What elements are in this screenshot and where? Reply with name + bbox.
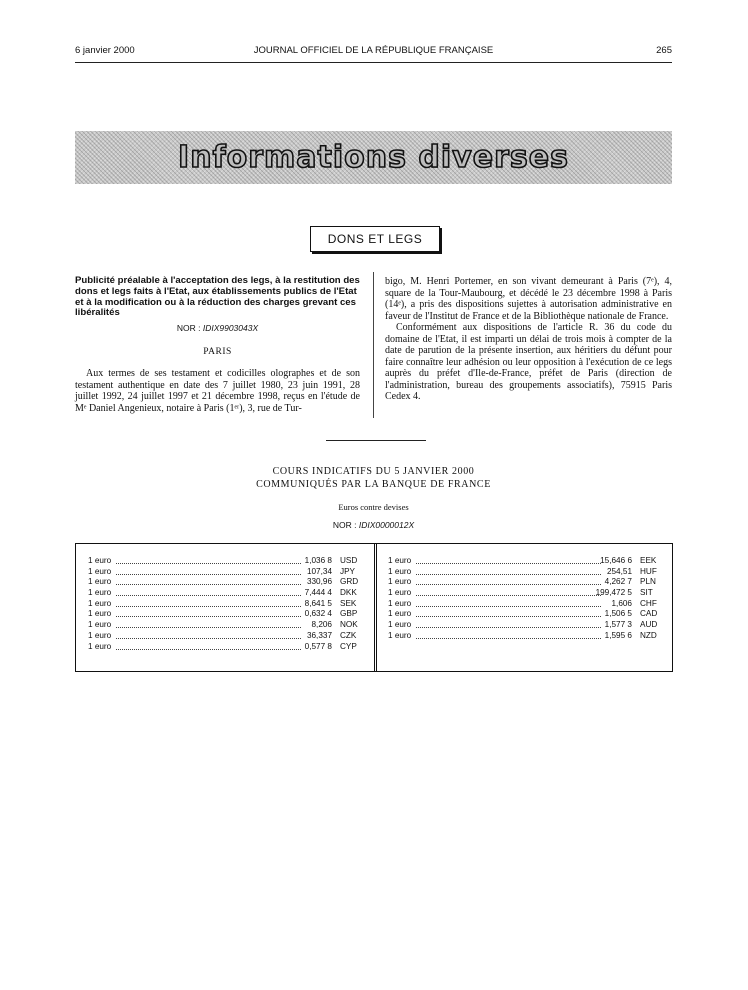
rate-value: 4,262 7 [604, 577, 632, 587]
rate-label: 1 euro [388, 566, 412, 576]
header-journal-title: JOURNAL OFFICIEL DE LA RÉPUBLIQUE FRANÇAISE [253, 45, 494, 56]
table-row [88, 556, 368, 567]
rate-label: 1 euro [388, 588, 412, 598]
rate-value: 1,606 [611, 598, 632, 608]
page-header [75, 45, 672, 61]
article-nor [75, 323, 360, 335]
rate-label: 1 euro [388, 598, 412, 608]
currency-code: CZK [340, 630, 357, 640]
cours-nor-label: NOR : [332, 520, 359, 530]
article-paragraph-2: Conformément aux dispositions de l'article R. 36 du code du domaine de l'Etat, il est imparti un délai de trois mois à compter de la date de parution de la présente insertion, aux héritiers du défunt pour faire connaître leur adhésion ou leur opposition à l'exécution de ce legs auprès du préfet d'Ile-de-France, préfet de Paris (direction de l'administration, bureau des groupements associatifs), 75915 Paris Cedex 4. [385, 322, 672, 402]
rate-label: 1 euro [88, 566, 112, 576]
article-column-right [385, 276, 672, 403]
article-title: Publicité préalable à l'acceptation des legs, à la restitution des dons et legs faits à l'Etat, aux établissements publics de l'Etat et à la modification ou à la réduction des charges grevant ces libéralités [75, 275, 360, 319]
rates-panel-left [88, 556, 368, 652]
currency-code: NOK [340, 620, 358, 630]
rate-label: 1 euro [88, 609, 112, 619]
table-row [388, 599, 668, 610]
section-heading-box [310, 226, 440, 252]
table-row [88, 588, 368, 599]
leader-dots [116, 606, 301, 607]
table-row [388, 588, 668, 599]
cours-title-line-1: COURS INDICATIFS DU 5 JANVIER 2000 [272, 466, 475, 477]
table-row [388, 556, 668, 567]
table-row [388, 620, 668, 631]
currency-code: SIT [640, 588, 653, 598]
leader-dots [416, 616, 601, 617]
table-row [88, 599, 368, 610]
rate-value: 1,506 5 [604, 609, 632, 619]
exchange-rates-table [75, 543, 673, 672]
table-row [88, 620, 368, 631]
section-separator [326, 440, 426, 441]
article-paragraph-1-continued: bigo, M. Henri Portemer, en son vivant demeurant à Paris (7ᵉ), 4, square de la Tour-Maubourg, et décédé le 23 décembre 1998 à Paris (14ᵉ), a pris des dispositions sujettes à autorisation administrative en faveur de l'Institut de France et de la Bibliothèque nationale de France. [385, 276, 672, 322]
table-row [88, 567, 368, 578]
rate-value: 0,632 4 [304, 609, 332, 619]
section-title: DONS ET LEGS [327, 232, 423, 246]
table-row [88, 609, 368, 620]
currency-code: GRD [340, 577, 359, 587]
rate-label: 1 euro [388, 577, 412, 587]
leader-dots [116, 574, 301, 575]
rate-value: 8,206 [311, 620, 332, 630]
article-paragraph-1: Aux termes de ses testament et codicilles olographes et de son testament authentique en date des 7 juillet 1980, 23 juin 1991, 28 juillet 1992, 24 juillet 1997 et 21 décembre 1998, reçus en l'étude de Mᵉ Daniel Angenieux, notaire à Paris (1ᵉʳ), 3, rue de Tur- [75, 368, 360, 414]
article-column-left [75, 276, 360, 414]
rates-panel-right [388, 556, 668, 642]
rate-value: 254,51 [606, 566, 632, 576]
article-city: PARIS [203, 346, 232, 357]
column-divider [373, 272, 374, 418]
cours-subtitle: Euros contre devises [338, 502, 409, 512]
cours-title-line-2: COMMUNIQUÉS PAR LA BANQUE DE FRANCE [256, 479, 491, 490]
rate-value: 330,96 [306, 577, 332, 587]
rate-label: 1 euro [88, 630, 112, 640]
table-row [388, 567, 668, 578]
rate-label: 1 euro [88, 620, 112, 630]
rate-value: 36,337 [306, 630, 332, 640]
rate-label: 1 euro [88, 641, 112, 651]
currency-code: GBP [340, 609, 358, 619]
currency-code: CAD [640, 609, 658, 619]
article-nor-label: NOR : [176, 323, 203, 334]
currency-code: CHF [640, 598, 657, 608]
cours-nor-code: IDIX0000012X [358, 520, 415, 530]
currency-code: JPY [340, 566, 356, 576]
table-double-divider [374, 544, 377, 671]
rate-label: 1 euro [388, 630, 412, 640]
rubric-title: Informations diverses [178, 140, 569, 175]
rate-label: 1 euro [88, 598, 112, 608]
rate-label: 1 euro [88, 577, 112, 587]
currency-code: AUD [640, 620, 658, 630]
rate-value: 8,641 5 [304, 598, 332, 608]
leader-dots [416, 574, 601, 575]
rate-value: 1,036 8 [304, 556, 332, 565]
currency-code: NZD [640, 630, 657, 640]
leader-dots [116, 627, 301, 628]
leader-dots [116, 649, 301, 650]
rate-value: 15,646 6 [600, 556, 632, 565]
rate-value: 199,472 5 [595, 588, 632, 598]
table-row [88, 631, 368, 642]
currency-code: SEK [340, 598, 357, 608]
cours-nor [75, 520, 672, 530]
leader-dots [116, 563, 301, 564]
table-row [388, 577, 668, 588]
currency-code: USD [340, 556, 358, 565]
leader-dots [116, 584, 301, 585]
rate-label: 1 euro [88, 588, 112, 598]
rate-value: 1,595 6 [604, 630, 632, 640]
currency-code: CYP [340, 641, 357, 651]
currency-code: EEK [640, 556, 657, 565]
rate-value: 0,577 8 [304, 641, 332, 651]
leader-dots [416, 606, 601, 607]
currency-code: DKK [340, 588, 357, 598]
leader-dots [116, 638, 301, 639]
rate-label: 1 euro [388, 556, 412, 565]
leader-dots [116, 595, 301, 596]
leader-dots [416, 638, 601, 639]
currency-code: HUF [640, 566, 657, 576]
leader-dots [416, 584, 601, 585]
rubric-banner [75, 131, 672, 184]
table-row [88, 577, 368, 588]
rate-value: 107,34 [306, 566, 332, 576]
leader-dots [416, 627, 601, 628]
header-page-number: 265 [656, 45, 672, 56]
rate-label: 1 euro [388, 620, 412, 630]
header-rule [75, 62, 672, 63]
table-row [388, 609, 668, 620]
rate-value: 7,444 4 [304, 588, 332, 598]
rate-label: 1 euro [388, 609, 412, 619]
header-date: 6 janvier 2000 [75, 45, 135, 56]
rate-value: 1,577 3 [604, 620, 632, 630]
leader-dots [416, 595, 601, 596]
table-row [388, 631, 668, 642]
leader-dots [116, 616, 301, 617]
currency-code: PLN [640, 577, 656, 587]
article-nor-code: IDIX9903043X [202, 323, 259, 334]
leader-dots [416, 563, 601, 564]
table-row [88, 642, 368, 653]
rate-label: 1 euro [88, 556, 112, 565]
